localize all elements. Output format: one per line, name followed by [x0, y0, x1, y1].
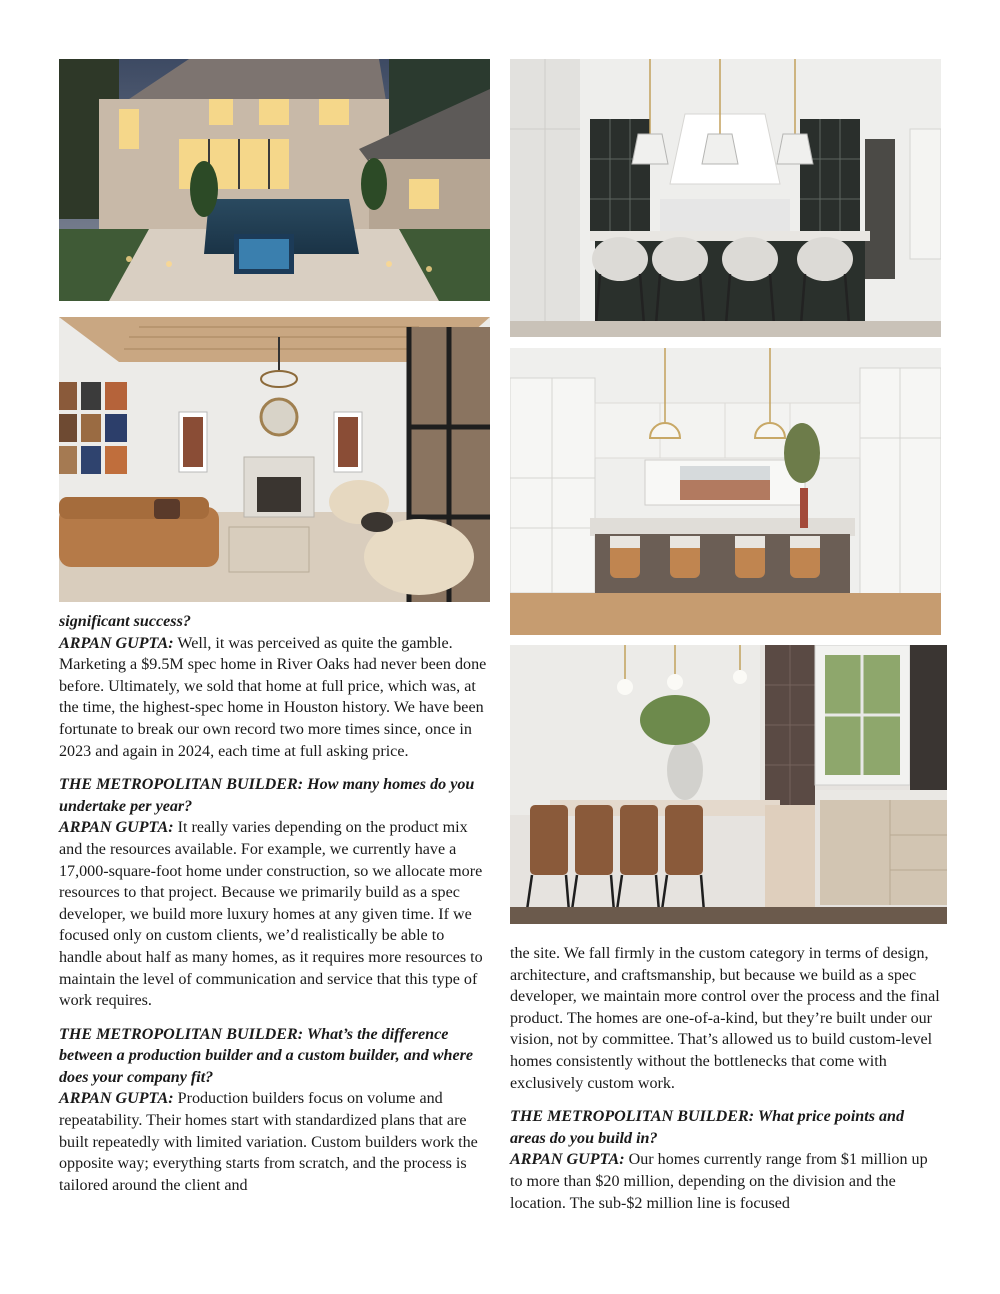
paragraph: [59, 774, 491, 1012]
kitchen-marble-island-photo: [510, 645, 947, 924]
body-text: the site. We fall firmly in the custom category in terms of design, architecture, and craftsmanship, but because we build as a spec developer, we maintain more control over the process and the final product. The homes are one-of-a-kind, but they’re built under our vision, not by committee. That’s allowed us to build custom-level homes consistently without the bottlenecks that come with exclusively custom work.: [510, 945, 940, 1092]
question-tail: significant success?: [59, 613, 191, 630]
answer-text: It really varies depending on the product mix and the resources available. For example, we currently have a 17,000-square-foot home under construction, so we allocate more resources to that project. Because we primarily build as a spec developer, we build more luxury homes at any given time. If we focused only on custom clients, we’d realistically be able to handle about half as many homes, as it requires more resources to maintain the level of communication and service that this type of work requires.: [59, 819, 483, 1010]
answer-text: Our homes currently range from $1 million up to more than $20 million, depending on the division and the location. The sub-$2 million line is focused: [510, 1151, 928, 1212]
kitchen-icon: [510, 645, 947, 924]
speaker-label: ARPAN GUPTA:: [59, 634, 174, 652]
question: THE METROPOLITAN BUILDER: How many homes do you undertake per year?: [59, 776, 475, 815]
question: THE METROPOLITAN BUILDER: What’s the difference between a production builder and a custom builder, and where does your company fit?: [59, 1025, 474, 1086]
living-room-photo: [59, 317, 490, 602]
paragraph: [59, 611, 491, 762]
kitchen-icon: [510, 59, 941, 337]
kitchen-icon: [510, 348, 941, 635]
answer-text: Production builders focus on volume and repeatability. Their homes start with standardized plans that are built repeatedly with limited variation. Custom builders work the opposite way; everything starts from scratch, and the process is tailored around the client and: [59, 1090, 478, 1194]
answer-text: Well, it was perceived as quite the gamble. Marketing a $9.5M spec home in River Oaks had never been done before. Ultimately, we sold that home at full price, which was, at the time, the highest-spec home in Houston history. We have been fortunate to break our own record two more times since, once in 2023 and again in 2024, each time at full asking price.: [59, 634, 487, 760]
speaker-label: ARPAN GUPTA:: [59, 1090, 174, 1108]
paragraph: [510, 1106, 942, 1214]
paragraph: [59, 1024, 491, 1197]
exterior-courtyard-pool-photo: [59, 59, 490, 301]
question: THE METROPOLITAN BUILDER: What price points and areas do you build in?: [510, 1108, 905, 1147]
speaker-label: ARPAN GUPTA:: [510, 1151, 625, 1169]
left-text-column: [59, 611, 491, 1208]
paragraph: [510, 943, 942, 1094]
kitchen-dark-island-photo: [510, 59, 941, 337]
living-room-icon: [59, 317, 490, 602]
kitchen-white-pendants-photo: [510, 348, 941, 635]
right-text-column: [510, 943, 942, 1226]
speaker-label: ARPAN GUPTA:: [59, 819, 174, 837]
exterior-pool-icon: [59, 59, 490, 301]
